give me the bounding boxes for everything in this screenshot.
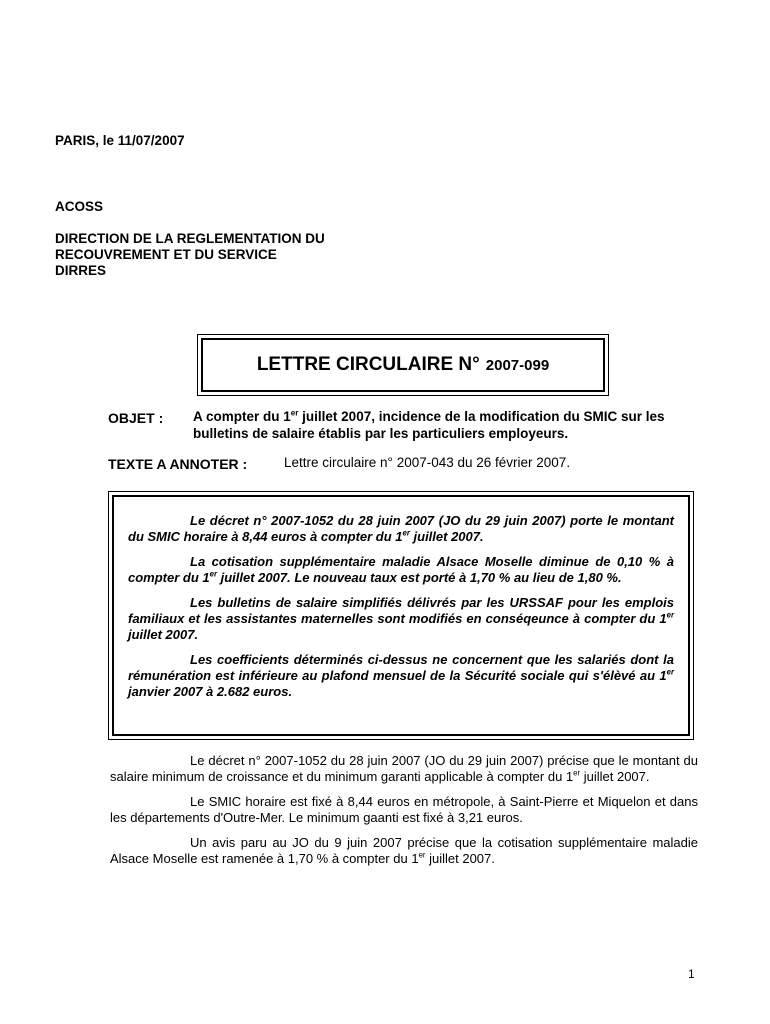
- sender-direction-line3: DIRRES: [55, 263, 107, 278]
- body-p3-b: juillet 2007.: [425, 851, 495, 866]
- objet-text: [193, 408, 698, 442]
- objet-text-before: A compter du 1: [193, 409, 291, 424]
- summary-p3-b: juillet 2007.: [128, 627, 199, 642]
- body-paragraph-2: Le SMIC horaire est fixé à 8,44 euros en métropole, à Saint-Pierre et Miquelon et dans les départements d'Outre-Mer. Le minimum gaanti est fixé à 3,21 euros.: [110, 794, 698, 825]
- sender-direction-line1: DIRECTION DE LA REGLEMENTATION DU: [55, 231, 325, 246]
- objet-text-after: juillet 2007, incidence de la modification du SMIC sur les bulletins de salaire établis par les particuliers employeurs.: [193, 409, 665, 441]
- summary-p2-a: La cotisation supplémentaire maladie Alsace Moselle diminue de 0,10 % à compter du 1: [128, 554, 674, 585]
- title-box: [197, 334, 609, 396]
- date-line: PARIS, le 11/07/2007: [55, 133, 185, 148]
- summary-box: [108, 491, 694, 740]
- body-p3-sup: er: [418, 850, 426, 860]
- texte-a-annoter-value: Lettre circulaire n° 2007-043 du 26 février 2007.: [284, 455, 571, 470]
- body-p1-a: Le décret n° 2007-1052 du 28 juin 2007 (JO du 29 juin 2007) précise que le montant du salaire minimum de croissance et du minimum garanti applicable à compter du 1: [110, 753, 698, 784]
- title-prefix: LETTRE CIRCULAIRE N°: [256, 354, 480, 375]
- objet-label: OBJET :: [108, 410, 164, 426]
- summary-p3-sup: er: [666, 610, 674, 620]
- body-paragraph-1: [110, 753, 698, 785]
- summary-box-inner: [112, 495, 690, 736]
- texte-a-annoter-label: TEXTE A ANNOTER :: [108, 456, 248, 472]
- summary-p3-a: Les bulletins de salaire simplifiés délivrés par les URSSAF pour les emplois familiaux et les assistantes maternelles sont modifiés en conséqeunce à compter du 1: [128, 595, 674, 626]
- body-p1-sup: er: [573, 768, 581, 778]
- body-paragraph-3: [110, 835, 698, 867]
- title-box-inner: [201, 338, 605, 392]
- summary-paragraph-2: [128, 554, 674, 586]
- summary-paragraph-4: [128, 652, 674, 700]
- title-number: 2007-099: [485, 356, 550, 374]
- page-number: 1: [688, 967, 695, 981]
- summary-p2-b: juillet 2007. Le nouveau taux est porté à 1,70 % au lieu de 1,80 %.: [217, 570, 622, 585]
- summary-p4-sup: er: [666, 667, 674, 677]
- summary-p4-b: janvier 2007 à 2.682 euros.: [128, 684, 293, 699]
- body-p3-a: Un avis paru au JO du 9 juin 2007 précise que la cotisation supplémentaire maladie Alsace Moselle est ramenée à 1,70 % à compter du 1: [110, 835, 698, 866]
- summary-p1-sup: er: [402, 528, 410, 538]
- summary-p4-a: Les coefficients déterminés ci-dessus ne concernent que les salariés dont la rémunération est inférieure au plafond mensuel de la Sécurité sociale qui s'élèvé au 1: [128, 652, 674, 683]
- body-p1-b: juillet 2007.: [580, 769, 650, 784]
- sender-org: ACOSS: [55, 199, 104, 214]
- summary-paragraph-1: [128, 513, 674, 545]
- sender-direction-line2: RECOUVREMENT ET DU SERVICE: [55, 247, 277, 262]
- summary-p1-a: Le décret n° 2007-1052 du 28 juin 2007 (JO du 29 juin 2007) porte le montant du SMIC horaire à 8,44 euros à compter du 1: [128, 513, 674, 544]
- summary-p2-sup: er: [209, 569, 217, 579]
- body-text: [110, 753, 698, 876]
- objet-text-sup: er: [290, 408, 299, 418]
- summary-paragraph-3: [128, 595, 674, 643]
- summary-p1-b: juillet 2007.: [409, 529, 484, 544]
